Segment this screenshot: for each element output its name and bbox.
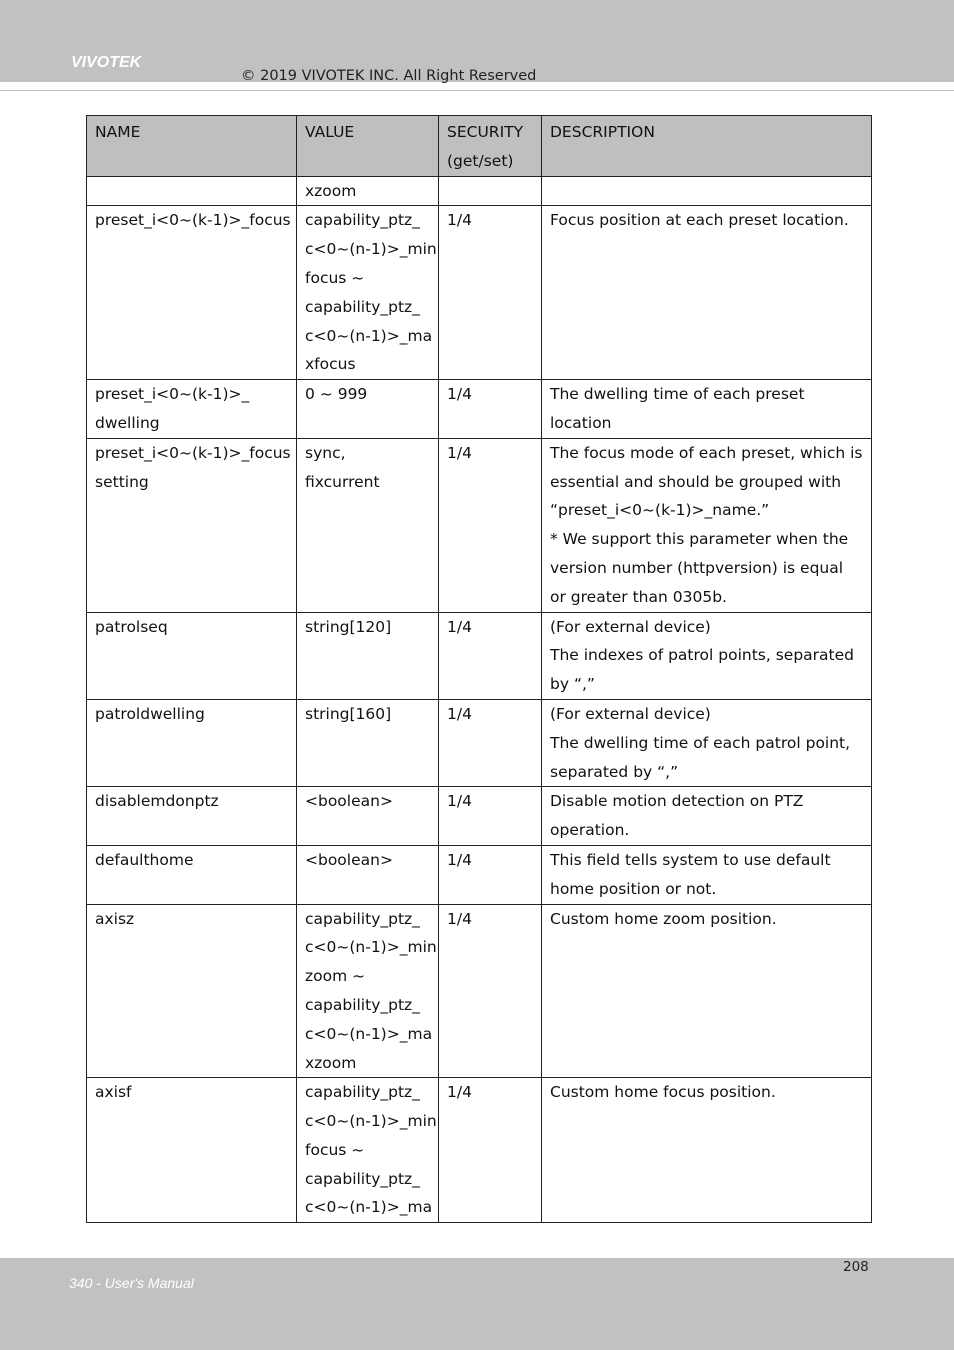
- table-header-row: [87, 116, 872, 177]
- cell-text: preset_i<0~(k-1)>_: [95, 385, 250, 404]
- cell-text: 1/4: [447, 850, 472, 869]
- cell-description: [542, 380, 872, 439]
- table-row: [87, 380, 872, 439]
- cell-text: * We support this parameter when the: [550, 530, 849, 549]
- cell-text: c<0~(n-1)>_ma: [305, 1024, 433, 1043]
- cell-text: capability_ptz_: [305, 909, 420, 928]
- cell-security: [439, 904, 542, 1078]
- copyright-notice: © 2019 VIVOTEK INC. All Right Reserved: [241, 68, 537, 84]
- cell-text: defaulthome: [95, 850, 194, 869]
- column-header-name: NAME: [87, 116, 297, 177]
- cell-text: c<0~(n-1)>_min: [305, 938, 437, 957]
- cell-name: [87, 438, 297, 612]
- cell-text: axisf: [95, 1083, 132, 1102]
- cell-text: [95, 177, 290, 206]
- manual-label: 340 - User's Manual: [69, 1275, 194, 1291]
- cell-security: [439, 1078, 542, 1223]
- cell-security: [439, 176, 542, 206]
- cell-text: c<0~(n-1)>_min: [305, 1112, 437, 1131]
- cell-text: disablemdonptz: [95, 792, 219, 811]
- page-footer: [0, 1258, 954, 1350]
- cell-text: sync,: [305, 443, 346, 462]
- table-row: [87, 438, 872, 612]
- cell-text: (For external device): [550, 617, 711, 636]
- cell-text: focus ~: [305, 268, 365, 287]
- cell-text: version number (httpversion) is equal: [550, 558, 844, 577]
- table-row: [87, 904, 872, 1078]
- cell-text: capability_ptz_: [305, 995, 420, 1014]
- cell-text: axisz: [95, 909, 135, 928]
- cell-text: This field tells system to use default: [550, 850, 831, 869]
- cell-text: Disable motion detection on PTZ: [550, 792, 804, 811]
- cell-security: [439, 380, 542, 439]
- cell-text: c<0~(n-1)>_min: [305, 240, 437, 259]
- cell-text: 1/4: [447, 792, 472, 811]
- cell-name: [87, 845, 297, 904]
- cell-text: fixcurrent: [305, 472, 380, 491]
- cell-text: focus ~: [305, 1140, 365, 1159]
- table-row: [87, 612, 872, 699]
- page-number: 208: [843, 1259, 869, 1275]
- cell-text: 1/4: [447, 443, 472, 462]
- cell-text: c<0~(n-1)>_ma: [305, 1198, 433, 1217]
- cell-text: xfocus: [305, 355, 356, 374]
- cell-text: 1/4: [447, 617, 472, 636]
- table-row: [87, 1078, 872, 1223]
- cell-description: [542, 1078, 872, 1223]
- cell-text: string[120]: [305, 617, 392, 636]
- cell-text: by “,”: [550, 675, 595, 694]
- cell-text: xzoom: [305, 1053, 357, 1072]
- column-header-value: VALUE: [297, 116, 439, 177]
- cell-value: [297, 438, 439, 612]
- cell-text: 1/4: [447, 909, 472, 928]
- cell-text: 1/4: [447, 385, 472, 404]
- table-row: [87, 845, 872, 904]
- cell-description: [542, 787, 872, 846]
- cell-name: [87, 699, 297, 786]
- table-row: [87, 787, 872, 846]
- cell-text: operation.: [550, 821, 630, 840]
- cell-text: capability_ptz_: [305, 1083, 420, 1102]
- cell-text: zoom ~: [305, 967, 366, 986]
- cell-name: [87, 206, 297, 380]
- cell-text: capability_ptz_: [305, 1169, 420, 1188]
- column-header-security: SECURITY (get/set): [439, 116, 542, 177]
- cell-text: preset_i<0~(k-1)>_focus: [95, 443, 291, 462]
- cell-text: capability_ptz_: [305, 297, 420, 316]
- cell-security: [439, 438, 542, 612]
- cell-text: patroldwelling: [95, 704, 205, 723]
- cell-text: 1/4: [447, 211, 472, 230]
- cell-text: c<0~(n-1)>_ma: [305, 326, 433, 345]
- table-row: [87, 206, 872, 380]
- cell-description: [542, 438, 872, 612]
- cell-value: [297, 612, 439, 699]
- cell-text: essential and should be grouped with: [550, 472, 842, 491]
- header-divider: [0, 90, 954, 91]
- cell-text: The dwelling time of each patrol point,: [550, 733, 851, 752]
- cell-text: 1/4: [447, 1083, 472, 1102]
- cell-text: Focus position at each preset location.: [550, 211, 849, 230]
- cell-text: [447, 177, 535, 206]
- cell-text: [550, 177, 865, 206]
- cell-name: [87, 1078, 297, 1223]
- cell-name: [87, 176, 297, 206]
- cell-text: preset_i<0~(k-1)>_focus: [95, 211, 291, 230]
- cell-text: or greater than 0305b.: [550, 587, 727, 606]
- brand-logo: VIVOTEK: [71, 54, 142, 71]
- cell-text: The dwelling time of each preset: [550, 385, 805, 404]
- cell-security: [439, 206, 542, 380]
- table-row: [87, 699, 872, 786]
- cell-value: [297, 699, 439, 786]
- cell-text: <boolean>: [305, 850, 393, 869]
- cell-text: “preset_i<0~(k-1)>_name.”: [550, 501, 770, 520]
- cell-value: [297, 1078, 439, 1223]
- cell-security: [439, 612, 542, 699]
- cell-description: [542, 176, 872, 206]
- cell-text: 1/4: [447, 704, 472, 723]
- cell-value: [297, 206, 439, 380]
- cell-description: [542, 206, 872, 380]
- column-header-description: DESCRIPTION: [542, 116, 872, 177]
- cell-description: [542, 845, 872, 904]
- cell-name: [87, 612, 297, 699]
- cell-text: separated by “,”: [550, 762, 679, 781]
- cell-text: (For external device): [550, 704, 711, 723]
- page-header: [0, 0, 954, 82]
- parameter-table: [86, 115, 872, 1223]
- cell-text: Custom home zoom position.: [550, 909, 777, 928]
- cell-value: [297, 845, 439, 904]
- cell-value: [297, 176, 439, 206]
- table-body: [87, 176, 872, 1223]
- cell-text: xzoom: [305, 181, 357, 200]
- cell-text: <boolean>: [305, 792, 393, 811]
- cell-text: capability_ptz_: [305, 211, 420, 230]
- cell-security: [439, 787, 542, 846]
- cell-name: [87, 380, 297, 439]
- cell-description: [542, 612, 872, 699]
- cell-name: [87, 904, 297, 1078]
- cell-description: [542, 699, 872, 786]
- cell-text: setting: [95, 472, 149, 491]
- cell-value: [297, 380, 439, 439]
- cell-text: Custom home focus position.: [550, 1083, 776, 1102]
- cell-text: dwelling: [95, 413, 160, 432]
- cell-value: [297, 787, 439, 846]
- cell-name: [87, 787, 297, 846]
- cell-security: [439, 699, 542, 786]
- cell-text: The indexes of patrol points, separated: [550, 646, 854, 665]
- cell-text: patrolseq: [95, 617, 168, 636]
- cell-description: [542, 904, 872, 1078]
- cell-text: string[160]: [305, 704, 392, 723]
- cell-security: [439, 845, 542, 904]
- cell-text: The focus mode of each preset, which is: [550, 443, 863, 462]
- cell-text: 0 ~ 999: [305, 385, 368, 404]
- cell-value: [297, 904, 439, 1078]
- cell-text: location: [550, 413, 612, 432]
- table-row: [87, 176, 872, 206]
- cell-text: home position or not.: [550, 879, 717, 898]
